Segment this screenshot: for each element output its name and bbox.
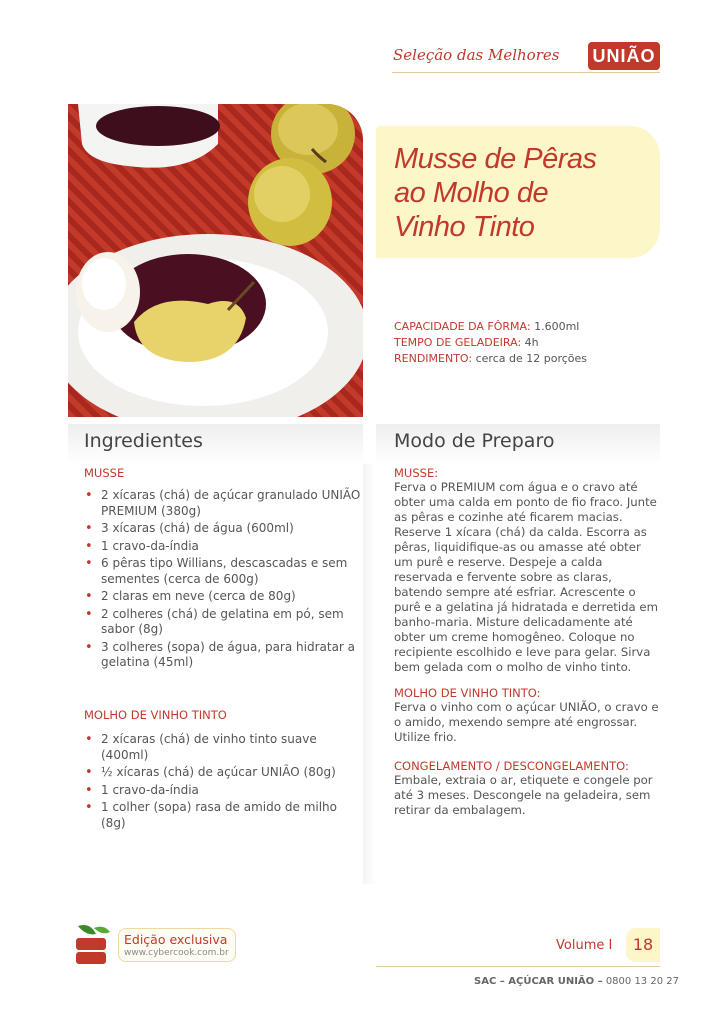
spec-label: TEMPO DE GELADEIRA: <box>394 336 522 349</box>
preparo-heading: Modo de Preparo <box>394 430 555 452</box>
preparo-molho-label: MOLHO DE VINHO TINTO: <box>394 686 541 700</box>
recipe-title <box>394 142 654 244</box>
spec-label: CAPACIDADE DA FÔRMA: <box>394 320 531 333</box>
list-item: • 1 cravo-da-índia <box>84 783 364 799</box>
spec-rendimento <box>394 351 587 367</box>
header-divider <box>392 72 660 73</box>
ingredients-header <box>68 424 363 464</box>
footer-divider <box>376 966 660 967</box>
list-item: • 1 cravo-da-índia <box>84 539 364 555</box>
preparo-header <box>376 424 660 464</box>
spec-value: cerca de 12 porções <box>472 352 587 365</box>
page-number: 18 <box>626 928 660 962</box>
ingredients-heading: Ingredientes <box>84 430 203 452</box>
sac-label: SAC – AÇÚCAR UNIÃO – <box>474 976 603 987</box>
spec-tempo <box>394 335 587 351</box>
list-item: • 6 pêras tipo Willians, descascadas e sem sementes (cerca de 600g) <box>84 556 364 587</box>
preparo-musse-text: Ferva o PREMIUM com água e o cravo até obter uma calda em ponto de fio fraco. Junte as pêras e cozinhe até ficarem macias. Reserve 1 xícara (chá) da calda. Escorra as pêras, liquidifique-as ou amasse até obter um purê e reserve. Despeje a calda reservada e fervente sobre as claras, batendo sempre até esfriar. Acrescente o purê e a gelatina já hidratada e derretida em banho-maria. Misture delicadamente até obter um creme homogêneo. Coloque no recipiente escolhido e leve para gelar. Sirva bem gelada com o molho de vinho tinto. <box>394 480 658 674</box>
volume-label: Volume I <box>556 938 613 953</box>
preparo-congel-text: Embale, extraia o ar, etiquete e congele por até 3 meses. Descongele na geladeira, sem retirar da embalagem. <box>394 773 653 817</box>
spec-label: RENDIMENTO: <box>394 352 473 365</box>
ingredients-musse-list <box>84 488 364 673</box>
list-item: • 2 xícaras (chá) de açúcar granulado UNIÃO PREMIUM (380g) <box>84 488 364 519</box>
spec-value: 4h <box>521 336 539 349</box>
recipe-title-line: Vinho Tinto <box>394 211 535 243</box>
cybercook-logo <box>70 922 116 968</box>
spec-capacidade <box>394 319 587 335</box>
list-item: • ½ xícaras (chá) de açúcar UNIÃO (80g) <box>84 765 364 781</box>
site-link[interactable]: www.cybercook.com.br <box>124 948 229 958</box>
ingredients-molho-list <box>84 732 364 833</box>
series-title: Seleção das Melhores <box>393 46 560 64</box>
recipe-specs <box>394 319 587 367</box>
list-item: • 2 claras em neve (cerca de 80g) <box>84 589 364 605</box>
preparo-musse-label: MUSSE: <box>394 466 439 480</box>
recipe-title-line: ao Molho de <box>394 177 549 209</box>
recipe-photo <box>68 104 363 417</box>
sac-contact <box>474 976 679 987</box>
column-divider <box>363 464 376 884</box>
list-item: • 2 colheres (chá) de gelatina em pó, sem sabor (8g) <box>84 607 364 638</box>
edicao-label: Edição exclusiva <box>124 932 228 947</box>
sac-phone: 0800 13 20 27 <box>602 976 679 987</box>
list-item: • 3 xícaras (chá) de água (600ml) <box>84 521 364 537</box>
uniao-logo: UNIÃO <box>588 42 660 70</box>
ingredients-musse-label: MUSSE <box>84 466 125 480</box>
ingredients-molho-label: MOLHO DE VINHO TINTO <box>84 708 227 722</box>
list-item: • 3 colheres (sopa) de água, para hidratar a gelatina (45ml) <box>84 640 364 671</box>
list-item: • 1 colher (sopa) rasa de amido de milho (8g) <box>84 800 364 831</box>
spec-value: 1.600ml <box>530 320 580 333</box>
recipe-title-line: Musse de Pêras <box>394 143 597 175</box>
preparo-molho-text: Ferva o vinho com o açúcar UNIÃO, o cravo e o amido, mexendo sempre até engrossar. Utilize frio. <box>394 700 659 744</box>
list-item: • 2 xícaras (chá) de vinho tinto suave (400ml) <box>84 732 364 763</box>
preparo-congel-label: CONGELAMENTO / DESCONGELAMENTO: <box>394 759 629 773</box>
